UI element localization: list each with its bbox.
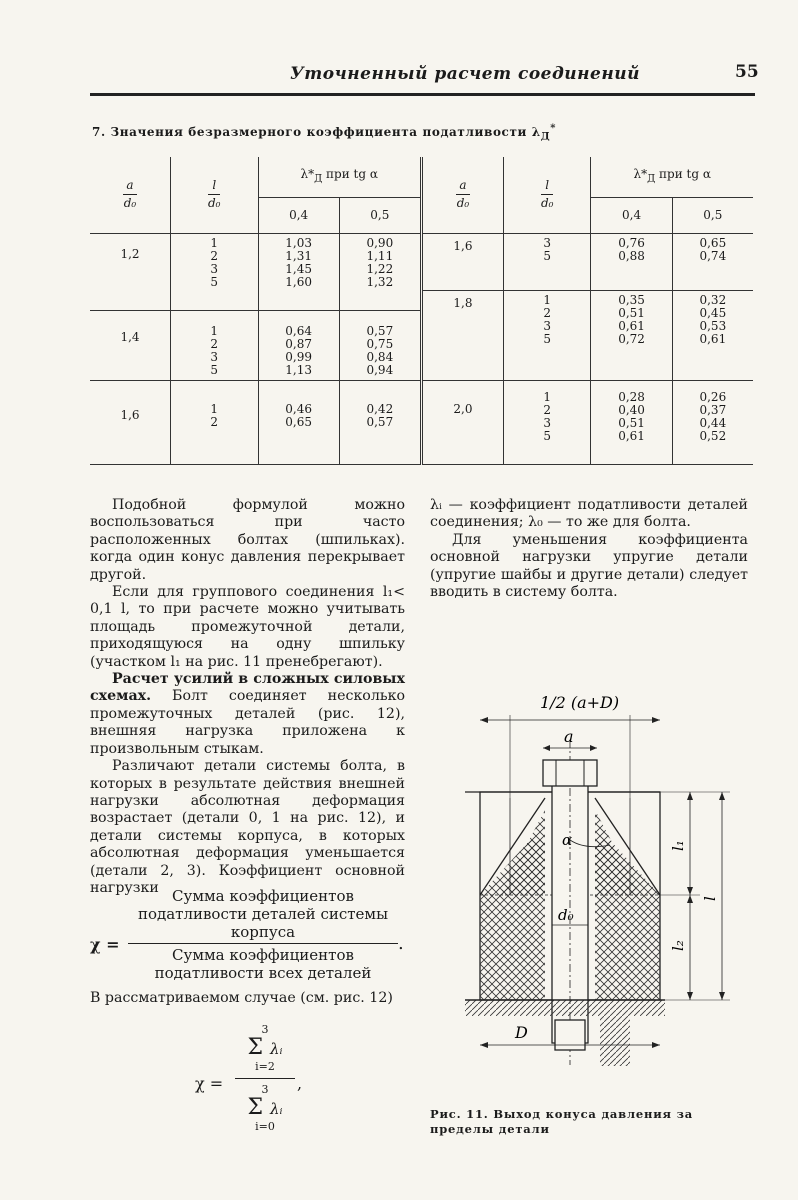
label-l1: l₁	[669, 840, 687, 851]
header-l-d0: $\frac{l}{\text{d₀}}$	[170, 157, 258, 233]
chi-fraction-numerator: Сумма коэффициентов податливости деталей системы корпуса	[137, 887, 389, 941]
running-head-title: Уточненный расчет соединений	[290, 64, 640, 84]
table-row-left-2-l: 1 2 3 5	[170, 310, 258, 380]
page-number: 55	[735, 62, 759, 82]
right-column-text	[430, 497, 748, 601]
table-row-left-1-l: 1 2 3 5	[170, 233, 258, 310]
table-row-left-3-l: 1 2	[170, 380, 258, 464]
paragraph-3: Расчет усилий в сложных силовых схемах. Болт соединяет несколько промежуточных деталей (рис. 12), внешняя нагрузка приложена к произвольным стыкам.	[90, 671, 405, 757]
table-row-left-1-v04: 1,03 1,31 1,45 1,60	[258, 233, 339, 310]
formula-dot: .	[398, 933, 404, 954]
header-rule	[90, 93, 755, 96]
table-row-right-1-a: 1,6	[421, 233, 503, 290]
table-row-right-2-a: 1,8	[421, 290, 503, 380]
table-caption: 7. Значения безразмерного коэффициента податливости $\lambda_Д^*$	[92, 123, 557, 143]
figure-11-cone-diagram	[460, 680, 760, 1075]
bottom-nut-icon	[555, 1020, 585, 1050]
table-row-right-2-v04: 0,35 0,51 0,61 0,72	[591, 290, 672, 380]
label-l: l	[701, 896, 719, 901]
table-row-right-2-l: 1 2 3 5	[503, 290, 591, 380]
table-row-right-3-l: 1 2 3 5	[503, 380, 591, 464]
header-lambda-right: $\lambda*_Д$ при tg α	[591, 157, 753, 197]
base-plate-hatch	[465, 1000, 665, 1016]
chi-fraction-denominator: Сумма коэффициентов податливости всех деталей	[154, 946, 372, 982]
label-alpha: α	[562, 831, 573, 849]
figure-11-caption: Рис. 11. Выход конуса давления за пределы детали	[430, 1107, 694, 1136]
label-D: D	[515, 1023, 528, 1042]
cone-right-upper	[595, 810, 640, 895]
header-tg-05: 0,5	[339, 197, 421, 233]
paragraph-5: В рассматриваемом случае (см. рис. 12)	[90, 990, 393, 1006]
table-row-right-1-l: 3 5	[503, 233, 591, 290]
paragraph-4: Различают детали системы болта, в которых в результате действия внешней нагрузки абсолютная деформация возрастает (детали 0, 1 на рис. 12), и детали системы корпуса, в которых абсолютная деформация уменьшается (детали 2, 3). Коэффициент основной нагрузки	[90, 758, 405, 896]
table-row-left-2-v05: 0,57 0,75 0,84 0,94	[339, 310, 421, 380]
table-row-right-1-v04: 0,76 0,88	[591, 233, 672, 290]
left-column-text	[90, 497, 405, 897]
label-a: a	[564, 727, 574, 746]
ground-hatch	[600, 1016, 630, 1066]
label-d0: d₀	[558, 906, 574, 924]
table-row-right-2-v05: 0,32 0,45 0,53 0,61	[672, 290, 753, 380]
paragraph-1: Подобной формулой можно воспользоваться при часто расположенных болтах (шпильках). когда один конус давления перекрывает другой.	[90, 497, 405, 583]
paragraph-reduce: Для уменьшения коэффициента основной нагрузки упругие детали (упругие шайбы и другие детали) следует вводить в систему болта.	[430, 531, 748, 601]
paragraph-2: Если для группового соединения l₁< 0,1 l, то при расчете можно учитывать площадь промежуточной детали, приходящуюся на одну шпильку (участком l₁ на рис. 11 пренебрегают).	[90, 584, 405, 670]
table-row-right-3-v05: 0,26 0,37 0,44 0,52	[672, 380, 753, 464]
header-tg-04: 0,4	[258, 197, 339, 233]
nut-icon	[543, 760, 597, 786]
table-row-left-3-v04: 0,46 0,65	[258, 380, 339, 464]
header-l-d0-right: $\frac{l}{\text{d₀}}$	[503, 157, 591, 233]
header-a-d0-right: $\frac{a}{\text{d₀}}$	[421, 157, 503, 233]
header-tg-04-right: 0,4	[591, 197, 672, 233]
header-tg-05-right: 0,5	[672, 197, 753, 233]
header-lambda-left: $\lambda*_Д$ при tg α	[258, 157, 421, 197]
label-l2: l₂	[669, 940, 687, 951]
table-row-right-1-v05: 0,65 0,74	[672, 233, 753, 290]
chi-fraction	[128, 887, 398, 982]
table-row-left-3-v05: 0,42 0,57	[339, 380, 421, 464]
paragraph-lambda-def: λᵢ — коэффициент податливости деталей соединения; λ₀ — то же для болта.	[430, 497, 748, 531]
table-row-left-3-a: 1,6	[90, 380, 170, 464]
coefficient-table	[90, 157, 753, 465]
header-a-d0: $\frac{a}{\text{d₀}}$	[90, 157, 170, 233]
table-row-right-3-a: 2,0	[421, 380, 503, 464]
table-row-right-3-v04: 0,28 0,40 0,51 0,61	[591, 380, 672, 464]
table-row-left-1-v05: 0,90 1,11 1,22 1,32	[339, 233, 421, 310]
label-half-a-plus-d: 1/2 (a+D)	[540, 693, 620, 712]
table-row-left-2-v04: 0,64 0,87 0,99 1,13	[258, 310, 339, 380]
table-row-left-2-a: 1,4	[90, 310, 170, 380]
chi-symbol: χ =	[90, 935, 120, 954]
table-row-left-1-a: 1,2	[90, 233, 170, 310]
cone-left-upper	[500, 810, 545, 895]
